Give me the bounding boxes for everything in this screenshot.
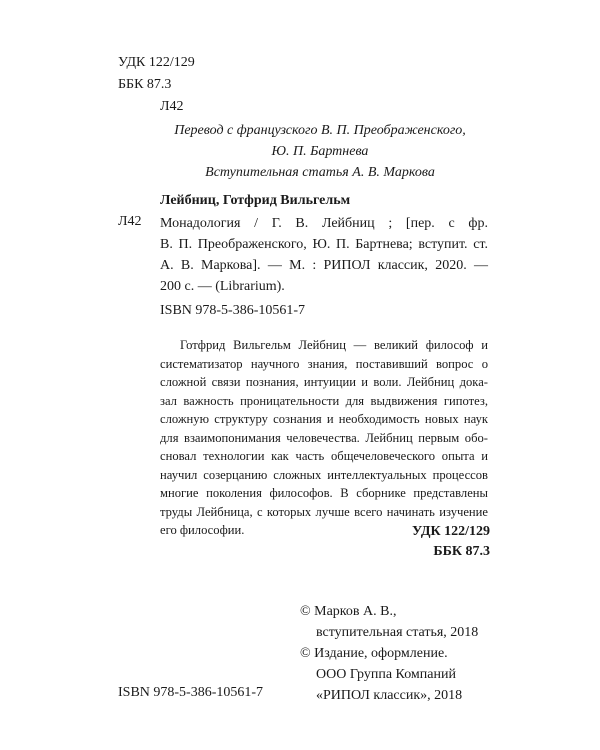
classification-codes xyxy=(330,522,490,562)
book-abstract xyxy=(160,336,488,540)
header-bbk-code: ББК 87.3 xyxy=(118,77,172,92)
abstract-line: его философии. xyxy=(160,523,245,537)
header-author-mark: Л42 xyxy=(160,99,184,114)
translation-line-2: Ю. П. Бартнева xyxy=(271,144,369,159)
abstract-line: многие поколения философов. В сборнике представлены xyxy=(160,486,488,500)
record-author-mark: Л42 xyxy=(118,214,142,229)
abstract-line: систематизатор научного знания, поставивший вопрос о xyxy=(160,356,488,371)
copyright-line: вступительная статья, 2018 xyxy=(316,625,479,640)
footer-isbn: ISBN 978-5-386-10561-7 xyxy=(118,685,264,700)
copyright-line: «РИПОЛ классик», 2018 xyxy=(316,688,463,703)
biblio-line: Монадология / Г. В. Лейбниц ; [пер. с фр. xyxy=(160,216,488,231)
biblio-line: 200 с. — (Librarium). xyxy=(160,279,285,294)
abstract-line: зал важность проницательности для выдвижения гипотез, xyxy=(160,393,488,408)
abstract-line: научил созерцанию сложных интеллектуальных процессов xyxy=(160,467,488,482)
translation-line-3: Вступительная статья А. В. Маркова xyxy=(205,165,435,180)
udk-code: УДК 122/129 xyxy=(411,524,490,539)
header-classification-codes xyxy=(118,52,195,118)
copyright-line: ООО Группа Компаний xyxy=(316,667,456,682)
abstract-line: сновал технологии как часть общечеловеческого опыта и xyxy=(160,449,488,463)
biblio-line: В. П. Преображенского, Ю. П. Бартнева; вступит. ст. xyxy=(160,237,488,252)
abstract-line: труды Лейбница, с которых лучше всего начинать изучение xyxy=(160,504,488,519)
abstract-line: сложной связи познания, интуиции и воли. Лейбниц дока- xyxy=(160,375,488,389)
abstract-line: для взаимопонимания человечества. Лейбниц первым обо- xyxy=(160,430,488,445)
copyright-line: © Издание, оформление. xyxy=(300,646,448,661)
header-udk-code: УДК 122/129 xyxy=(118,55,195,70)
copyright-block xyxy=(300,601,490,706)
record-author: Лейбниц, Готфрид Вильгельм xyxy=(160,193,351,208)
bbk-code: ББК 87.3 xyxy=(433,544,490,559)
translation-note xyxy=(150,120,490,183)
abstract-line: сложную структуру сознания и необходимость новых наук xyxy=(160,412,488,426)
bibliographic-description xyxy=(160,213,488,297)
abstract-line: Готфрид Вильгельм Лейбниц — великий философ и xyxy=(180,338,488,352)
biblio-line: А. В. Маркова]. — М. : РИПОЛ классик, 2020. — xyxy=(160,258,488,273)
copyright-line: © Марков А. В., xyxy=(300,604,397,619)
record-isbn: ISBN 978-5-386-10561-7 xyxy=(160,303,306,318)
translation-line-1: Перевод с французского В. П. Преображенского, xyxy=(174,123,466,138)
